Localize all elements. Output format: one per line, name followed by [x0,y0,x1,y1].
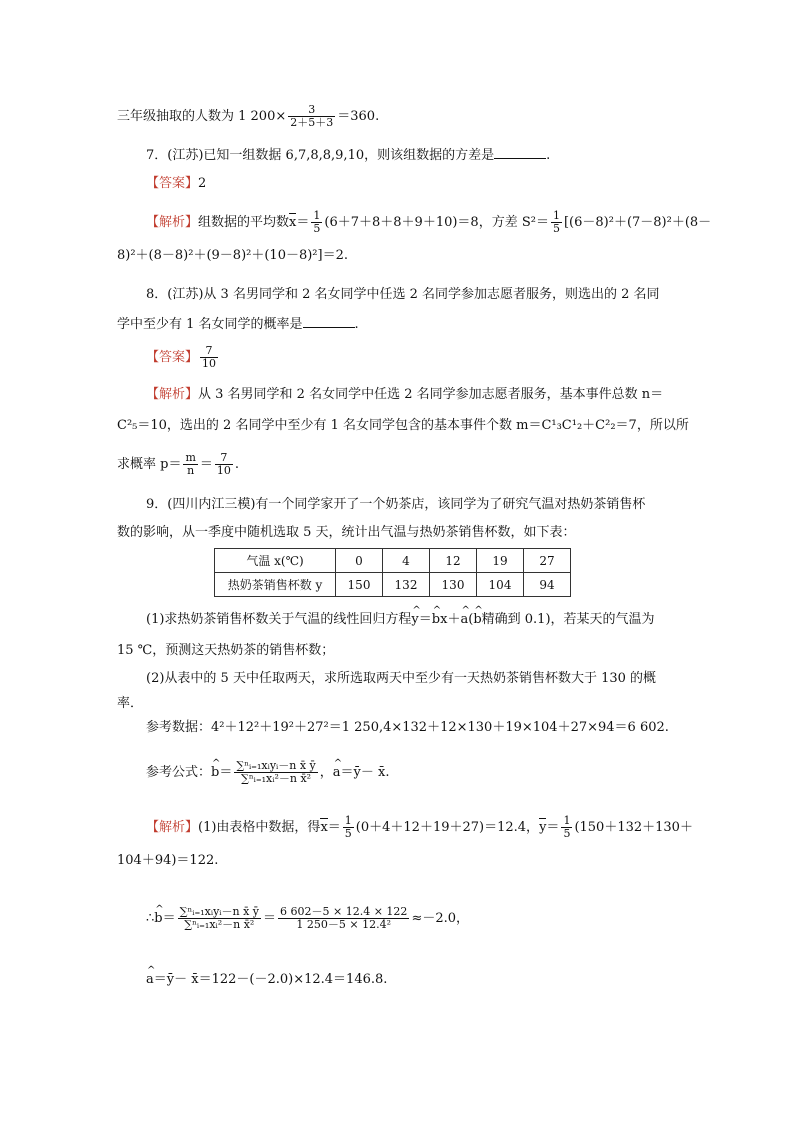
text: ＝ȳ－ x̄. [340,765,390,780]
q9-part2-line-1 [146,671,656,687]
question-text: 学中至少有 1 名女同学的概率是 [117,317,303,332]
a-hat: ^ a [333,765,341,781]
text: (150＋132＋130＋ [574,820,693,835]
text: 从 3 名男同学和 2 名女同学中任选 2 名同学参加志愿者服务，基本事件总数 n＝ [198,387,664,402]
text: 精确到 0.1)，若某天的气温为 [481,612,655,627]
numerator: 7 [220,451,228,464]
table-cell: 12 [430,549,477,573]
answer-blank [494,146,546,159]
calc-b: ∴^ b＝ $\frac{\text{∑ⁿᵢ₌₁xᵢyᵢ－n x̄ ȳ}}{\text{∑ⁿᵢ₌₁xᵢ²－n x̄²}}$ ＝ $\frac{6 602-5 \times 12.4 \times 122}{\text{1 250－5 × 12.4²}}$ ≈－2.0， [146,906,469,931]
y-hat: ^ y [411,612,418,628]
text: 率． [117,696,144,711]
text: (1)求热奶茶销售杯数关于气温的线性回归方程 [146,612,412,627]
analysis-tag: 【解析】 [146,820,199,835]
text: . [234,457,240,472]
reference-formula: 参考公式：^ b＝ $\frac{\text{∑ⁿᵢ₌₁xᵢyᵢ－n x̄ ȳ}}{\text{∑ⁿᵢ₌₁xᵢ²－n x̄²}}$ ，^ a＝ȳ－ x̄. [146,760,389,785]
text: ＝ȳ－ x̄＝122－(－2.0)×12.4＝146.8. [153,972,388,987]
denominator: 5 [552,222,560,235]
fraction [215,452,233,477]
fraction [234,760,317,785]
table-cell: 132 [383,573,430,597]
text: ＝ [327,820,341,835]
fraction [178,906,261,931]
denominator: ∑ⁿᵢ₌₁xᵢ²－n x̄² [234,772,317,785]
text: ＝ [418,612,432,627]
text: 8)²＋(8－8)²＋(9－8)²＋(10－8)²]＝2. [117,248,348,263]
denominator: 10 [202,357,217,370]
question-9-line-1 [146,497,645,513]
text: ≈－2.0， [411,911,470,926]
text: 104＋94)＝122. [117,853,219,868]
x-bar: x [320,820,328,835]
text: x＋ [440,612,461,627]
line-1 [117,104,379,129]
answer-tag: 【答案】 [146,176,199,191]
table-cell: 27 [524,549,571,573]
question-text: 数的影响，从一季度中随机选取 5 天，统计出气温与热奶茶销售杯数，如下表： [117,525,576,540]
table-cell: 130 [430,573,477,597]
denominator: 5 [344,827,352,840]
denominator: 1 250－5 × 12.4² [278,918,409,931]
text: ＝ [296,215,310,230]
denominator: 2＋5＋3 [290,116,334,129]
a-hat: ^ a [460,612,468,628]
fraction [311,210,322,235]
text: ＝360. [337,109,380,124]
text: 参考数据：4²＋12²＋19²＋27²＝1 250,4×132＋12×130＋19×104＋27×94＝6 602. [146,720,669,735]
text: (2)从表中的 5 天中任取两天，求所选取两天中至少有一天热奶茶销售杯数大于 130 的概 [146,671,657,686]
text: 15 ℃，预测这天热奶茶的销售杯数； [117,643,335,658]
numerator: 3 [308,103,316,116]
question-text: 8．(江苏)从 3 名男同学和 2 名女同学中任选 2 名同学参加志愿者服务，则选出的 2 名同 [146,287,660,302]
table-cell: 19 [477,549,524,573]
b-hat: ^ b [473,612,481,628]
q7-analysis-line-2 [117,248,348,264]
q8-analysis-line-2 [117,418,689,434]
calc-a [146,972,387,988]
q9-part1-line-2 [117,643,334,659]
question-text: 7．(江苏)已知一组数据 6,7,8,8,9,10，则该组数据的方差是 [146,148,495,163]
x-bar: x [289,215,297,230]
text: [(6－8)²＋(7－8)²＋(8－ [563,215,712,230]
text: ＝ [199,457,213,472]
q7-analysis-line-1: 【解析】组数据的平均数x＝ $\frac{1}{5}$ (6＋7＋8＋8＋9＋10)＝8，方差 S²＝ $\frac{1}{5}$ [(6－8)²＋(7－8)²＋(8－ [146,209,712,235]
fraction [551,210,562,235]
fraction [288,104,335,129]
table-row [215,549,571,573]
question-8-line-1 [146,287,660,303]
text: ＝ [546,820,560,835]
data-table [214,548,571,597]
q9-analysis-line-1 [146,815,693,840]
question-7 [146,146,550,164]
text: (0＋4＋12＋19＋27)＝12.4， [355,820,540,835]
question-9-line-2 [117,525,576,541]
numerator: m [185,451,196,464]
text: 三年级抽取的人数为 1 200× [117,109,287,124]
table-cell: 150 [336,573,383,597]
denominator: 5 [563,827,571,840]
analysis-tag: 【解析】 [146,387,199,402]
fraction [561,815,572,840]
table-row [215,573,571,597]
reference-data [146,720,669,736]
numerator: 1 [313,209,321,222]
numerator: 1 [344,814,352,827]
text: (1)由表格中数据，得 [198,820,321,835]
numerator: 1 [552,209,560,222]
table-cell: 4 [383,549,430,573]
q9-part2-line-2 [117,696,143,712]
numerator: 7 [205,344,213,357]
table-cell: 104 [477,573,524,597]
answer-tag: 【答案】 [146,350,199,365]
text: . [546,148,551,163]
q8-analysis-line-3 [117,452,239,477]
answer: 2 [198,176,207,191]
text: 方差 S²＝ [491,215,549,230]
numerator: ∑ⁿᵢ₌₁xᵢyᵢ－n x̄ ȳ [236,759,316,772]
y-bar: y [539,820,547,835]
b-hat: ^ b [211,765,219,781]
text: ( [468,612,474,627]
b-hat: ^ b [432,612,440,628]
a-hat: ^ a [146,972,154,988]
fraction [278,906,409,931]
numerator: ∑ⁿᵢ₌₁xᵢyᵢ－n x̄ ȳ [179,905,260,918]
q8-analysis-line-1 [146,387,663,403]
table-cell: 0 [336,549,383,573]
q7-answer [146,176,206,192]
denominator: n [183,464,197,477]
table-cell: 94 [524,573,571,597]
fraction [183,452,197,477]
table-header-cell: 气温 x(℃) [215,549,336,573]
denominator: ∑ⁿᵢ₌₁xᵢ²－n x̄² [178,918,261,931]
text: . [354,317,359,332]
text: C²₅＝10，选出的 2 名同学中至少有 1 名女同学包含的基本事件个数 m＝C¹₃C¹₂＋C²₂＝7，所以所 [117,418,689,433]
question-8-line-2 [117,315,359,333]
answer-blank [303,315,355,328]
q9-analysis-line-2 [117,853,218,869]
q8-answer [146,345,220,370]
b-hat: ^ b [154,911,162,927]
fraction [343,815,354,840]
analysis-tag: 【解析】 [146,215,199,230]
question-text: 9．(四川内江三模)有一个同学家开了一个奶茶店，该同学为了研究气温对热奶茶销售杯 [146,497,646,512]
text: 参考公式： [146,765,212,780]
table-header-cell: 热奶茶销售杯数 y [215,573,336,597]
text: 组数据的平均数 [198,215,290,230]
numerator: 1 [563,814,571,827]
text: 求概率 p＝ [117,457,182,472]
numerator: 6 602－5 × 12.4 × 122 [280,905,408,918]
q9-part1-line-1 [146,612,655,628]
denominator: 10 [216,464,231,477]
answer-fraction [200,345,218,370]
denominator: 5 [313,222,321,235]
text: (6＋7＋8＋8＋9＋10)＝8 [324,215,479,230]
